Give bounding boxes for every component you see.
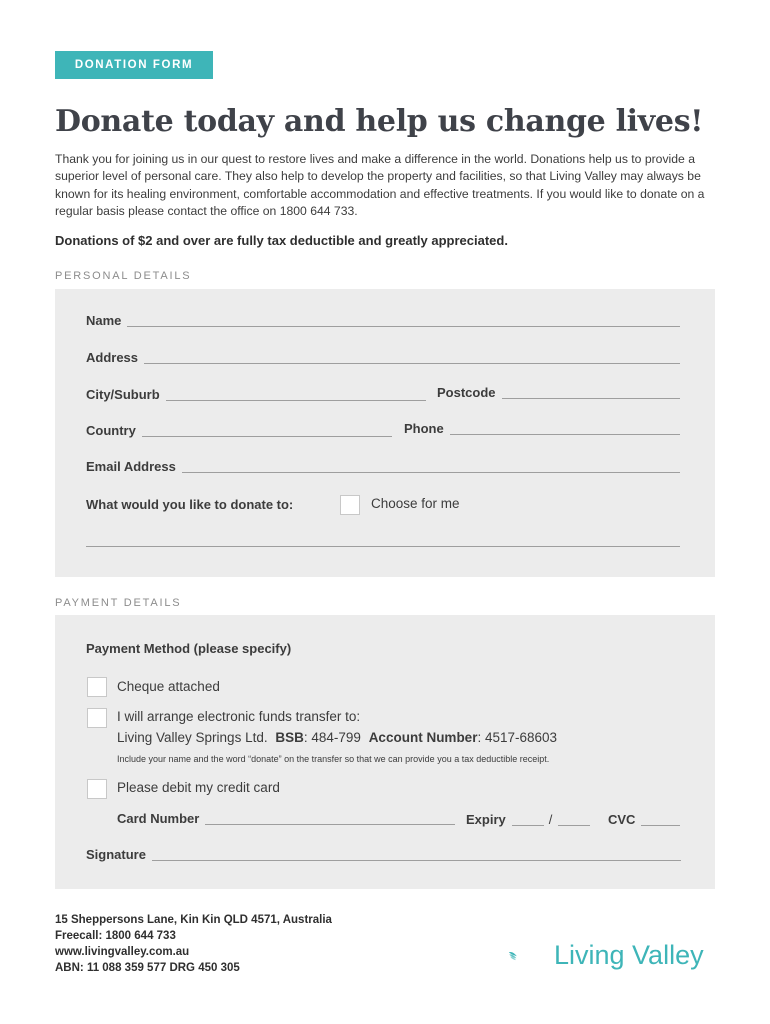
choose-for-me-checkbox[interactable]	[340, 495, 360, 515]
signature-line[interactable]	[152, 860, 681, 861]
donate-to-line[interactable]	[86, 546, 680, 547]
bsb-label: BSB	[275, 730, 304, 745]
expiry-field[interactable]	[466, 812, 590, 828]
card-number-label: Card Number	[117, 811, 200, 826]
country-label: Country	[86, 423, 136, 438]
account-number-label: Account Number	[368, 730, 478, 745]
footer-freecall: Freecall: 1800 644 733	[55, 930, 176, 942]
phone-line[interactable]	[450, 434, 680, 435]
card-number-line[interactable]	[205, 824, 455, 825]
postcode-line[interactable]	[502, 398, 680, 399]
payment-method-label: Payment Method (please specify)	[86, 641, 292, 656]
footer-address: 15 Sheppersons Lane, Kin Kin QLD 4571, Australia	[55, 914, 332, 926]
eft-account-name: Living Valley Springs Ltd.	[117, 730, 268, 745]
form-badge: DONATION FORM	[55, 51, 213, 79]
cvc-label: CVC	[608, 812, 636, 827]
country-line[interactable]	[142, 436, 392, 437]
living-valley-leaf-icon	[508, 931, 554, 981]
phone-label: Phone	[404, 421, 444, 436]
eft-label: I will arrange electronic funds transfer to:	[117, 709, 361, 724]
living-valley-logo-text: Living Valley	[554, 940, 704, 970]
credit-card-label: Please debit my credit card	[117, 780, 280, 795]
choose-for-me-label: Choose for me	[371, 496, 460, 511]
expiry-year-line[interactable]	[558, 825, 590, 826]
email-label: Email Address	[86, 459, 176, 474]
name-line[interactable]	[127, 326, 680, 327]
cvc-field[interactable]	[608, 812, 680, 828]
credit-card-checkbox[interactable]	[87, 779, 107, 799]
expiry-month-line[interactable]	[512, 825, 544, 826]
page-title: Donate today and help us change lives!	[55, 104, 704, 139]
phone-field[interactable]	[404, 421, 680, 437]
footer-contact	[55, 912, 332, 976]
eft-account-details	[117, 730, 557, 745]
personal-details-heading: PERSONAL DETAILS	[55, 270, 192, 282]
payment-details-heading: PAYMENT DETAILS	[55, 597, 182, 609]
footer-abn: ABN: 11 088 359 577 DRG 450 305	[55, 962, 240, 974]
expiry-label: Expiry	[466, 812, 506, 827]
email-field[interactable]	[86, 459, 680, 475]
name-label: Name	[86, 313, 122, 328]
eft-checkbox[interactable]	[87, 708, 107, 728]
city-field[interactable]	[86, 387, 426, 403]
signature-field[interactable]	[86, 847, 681, 863]
address-field[interactable]	[86, 350, 680, 366]
bsb-value: : 484-799	[303, 730, 361, 745]
account-number-value: : 4517-68603	[477, 730, 558, 745]
tax-note: Donations of $2 and over are fully tax deductible and greatly appreciated.	[55, 233, 508, 248]
eft-note: Include your name and the word “donate” on the transfer so that we can provide you a tax deductible receipt.	[117, 754, 550, 764]
email-line[interactable]	[182, 472, 680, 473]
address-label: Address	[86, 350, 139, 365]
expiry-separator: /	[548, 812, 553, 827]
country-field[interactable]	[86, 423, 392, 439]
cheque-label: Cheque attached	[117, 679, 220, 694]
cheque-checkbox[interactable]	[87, 677, 107, 697]
postcode-label: Postcode	[437, 385, 496, 400]
postcode-field[interactable]	[437, 385, 680, 401]
signature-label: Signature	[86, 847, 146, 862]
name-field[interactable]	[86, 313, 680, 329]
intro-paragraph: Thank you for joining us in our quest to restore lives and make a difference in the world. Donations help us to provide a superior level of personal care. They also help to develop the property and facilities, so that Living Valley may always be known for its healing environment, comfortable accommodation and effective treatments. If you would like to donate on a regular basis please contact the office on 1800 644 733.	[55, 152, 705, 218]
city-line[interactable]	[166, 400, 426, 401]
footer-website[interactable]: www.livingvalley.com.au	[55, 946, 190, 958]
city-label: City/Suburb	[86, 387, 160, 402]
donate-to-label: What would you like to donate to:	[86, 497, 294, 512]
address-line[interactable]	[144, 363, 680, 364]
card-number-field[interactable]	[117, 811, 455, 827]
cvc-line[interactable]	[641, 825, 680, 826]
